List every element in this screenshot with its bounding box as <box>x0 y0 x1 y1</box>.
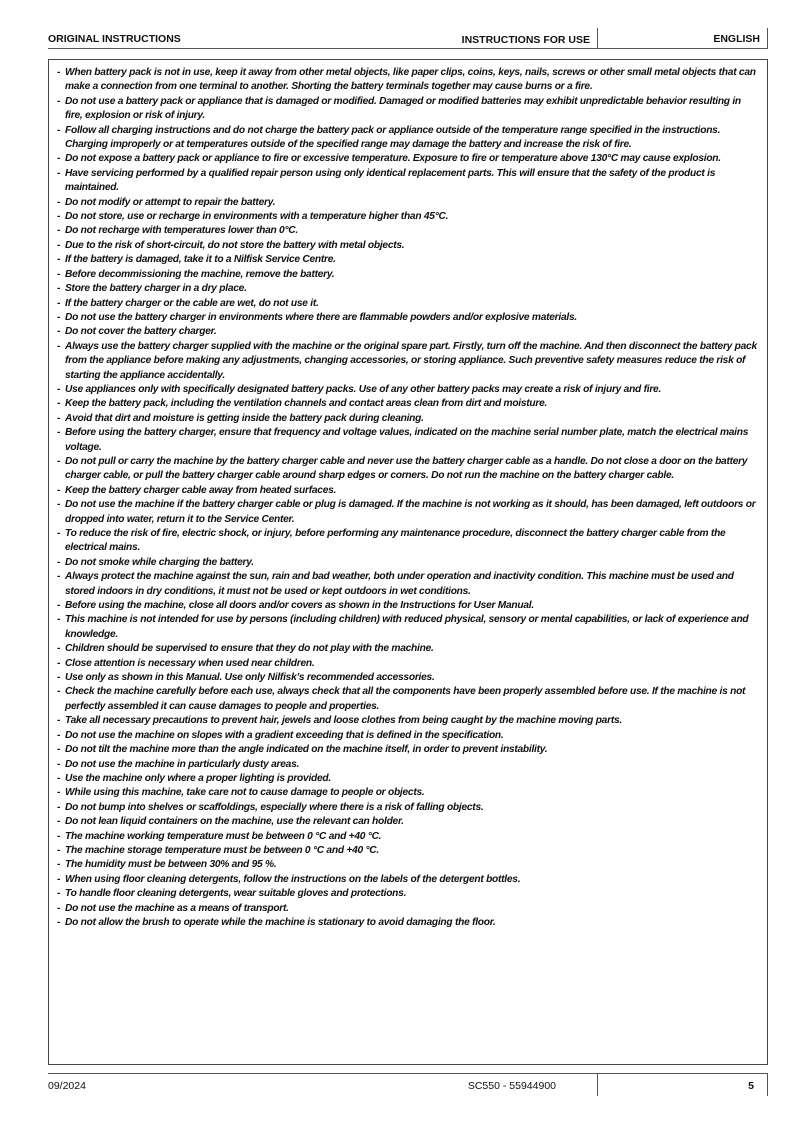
list-item: - Avoid that dirt and moisture is getting inside the battery pack during cleaning. <box>57 412 759 426</box>
list-item: - The machine storage temperature must be between 0 °C and +40 °C. <box>57 844 759 858</box>
list-item: - Before decommissioning the machine, remove the battery. <box>57 268 759 282</box>
list-item: - Due to the risk of short-circuit, do not store the battery with metal objects. <box>57 239 759 253</box>
header-divider <box>597 28 598 48</box>
list-item: - Use only as shown in this Manual. Use only Nilfisk’s recommended accessories. <box>57 671 759 685</box>
safety-instructions-box <box>48 59 768 1065</box>
list-item: - Do not smoke while charging the battery. <box>57 556 759 570</box>
safety-instructions-list <box>49 60 767 930</box>
footer-model: SC550 - 55944900 <box>467 1080 556 1092</box>
list-item: - If the battery is damaged, take it to a Nilfisk Service Centre. <box>57 253 759 267</box>
page-number: 5 <box>748 1080 754 1092</box>
list-item: - Always use the battery charger supplied with the machine or the original spare part. Firstly, turn off the machine. And then disconnect the battery pack from the appliance before making any adjustments, changing accessories, or storing appliance. Such preventive safety measures reduce the risk of starting the appliance accidentally. <box>57 340 759 383</box>
page-header <box>48 28 768 49</box>
list-item: - Use the machine only where a proper lighting is provided. <box>57 772 759 786</box>
list-item: - Children should be supervised to ensure that they do not play with the machine. <box>57 642 759 656</box>
list-item: - When using floor cleaning detergents, follow the instructions on the labels of the detergent bottles. <box>57 873 759 887</box>
list-item: - The humidity must be between 30% and 95 %. <box>57 858 759 872</box>
footer-date: 09/2024 <box>48 1080 86 1092</box>
header-instructions-for-use: INSTRUCTIONS FOR USE <box>461 34 590 46</box>
footer-divider <box>597 1074 598 1096</box>
list-item: - To handle floor cleaning detergents, wear suitable gloves and protections. <box>57 887 759 901</box>
list-item: - Keep the battery charger cable away from heated surfaces. <box>57 484 759 498</box>
list-item: - Do not use the machine as a means of transport. <box>57 902 759 916</box>
list-item: - Do not expose a battery pack or appliance to fire or excessive temperature. Exposure to fire or temperature above 130°C may cause explosion. <box>57 152 759 166</box>
footer-right-border <box>767 1074 768 1096</box>
list-item: - Always protect the machine against the sun, rain and bad weather, both under operation and inactivity condition. This machine must be used and stored indoors in dry conditions, it must not be used or kept outdoors in wet conditions. <box>57 570 759 599</box>
list-item: - Do not use the machine on slopes with a gradient exceeding that is defined in the specification. <box>57 729 759 743</box>
list-item: - Store the battery charger in a dry place. <box>57 282 759 296</box>
list-item: - Do not bump into shelves or scaffoldings, especially where there is a risk of falling objects. <box>57 801 759 815</box>
list-item: - If the battery charger or the cable are wet, do not use it. <box>57 297 759 311</box>
list-item: - Keep the battery pack, including the ventilation channels and contact areas clean from dirt and moisture. <box>57 397 759 411</box>
list-item: - While using this machine, take care not to cause damage to people or objects. <box>57 786 759 800</box>
list-item: - Take all necessary precautions to prevent hair, jewels and loose clothes from being caught by the machine moving parts. <box>57 714 759 728</box>
list-item: - This machine is not intended for use by persons (including children) with reduced physical, sensory or mental capabilities, or lack of experience and knowledge. <box>57 613 759 642</box>
list-item: - Do not store, use or recharge in environments with a temperature higher than 45°C. <box>57 210 759 224</box>
list-item: - When battery pack is not in use, keep it away from other metal objects, like paper clips, coins, keys, nails, screws or other small metal objects that can make a connection from one terminal to another. Shorting the battery terminals together may cause burns or a fire. <box>57 66 759 95</box>
list-item: - Follow all charging instructions and do not charge the battery pack or appliance outside of the temperature range specified in the instructions. Charging improperly or at temperatures outside of the specified range may damage the battery and increase the risk of fire. <box>57 124 759 153</box>
header-right-border <box>767 28 768 48</box>
page-footer <box>48 1073 768 1096</box>
list-item: - Have servicing performed by a qualified repair person using only identical replacement parts. This will ensure that the safety of the product is maintained. <box>57 167 759 196</box>
list-item: - Do not use the machine if the battery charger cable or plug is damaged. If the machine is not working as it should, has been damaged, left outdoors or dropped into water, return it to the Service Center. <box>57 498 759 527</box>
list-item: - Do not cover the battery charger. <box>57 325 759 339</box>
list-item: - Do not lean liquid containers on the machine, use the relevant can holder. <box>57 815 759 829</box>
list-item: - Do not recharge with temperatures lower than 0°C. <box>57 224 759 238</box>
list-item: - The machine working temperature must be between 0 °C and +40 °C. <box>57 830 759 844</box>
header-original-instructions: ORIGINAL INSTRUCTIONS <box>48 33 181 45</box>
list-item: - Use appliances only with specifically designated battery packs. Use of any other battery packs may create a risk of injury and fire. <box>57 383 759 397</box>
list-item: - Do not use the machine in particularly dusty areas. <box>57 758 759 772</box>
header-language: ENGLISH <box>713 33 760 45</box>
list-item: - Do not modify or attempt to repair the battery. <box>57 196 759 210</box>
list-item: - Before using the machine, close all doors and/or covers as shown in the Instructions for User Manual. <box>57 599 759 613</box>
list-item: - Do not use the battery charger in environments where there are flammable powders and/or explosive materials. <box>57 311 759 325</box>
list-item: - Do not tilt the machine more than the angle indicated on the machine itself, in order to prevent instability. <box>57 743 759 757</box>
list-item: - Do not pull or carry the machine by the battery charger cable and never use the battery charger cable as a handle. Do not close a door on the battery charger cable, or pull the battery charger cable around sharp edges or corners. Do not run the machine on the battery charger cable. <box>57 455 759 484</box>
list-item: - Do not allow the brush to operate while the machine is stationary to avoid damaging the floor. <box>57 916 759 930</box>
list-item: - Before using the battery charger, ensure that frequency and voltage values, indicated on the machine serial number plate, match the electrical mains voltage. <box>57 426 759 455</box>
list-item: - Close attention is necessary when used near children. <box>57 657 759 671</box>
list-item: - Do not use a battery pack or appliance that is damaged or modified. Damaged or modified batteries may exhibit unpredictable behavior resulting in fire, explosion or risk of injury. <box>57 95 759 124</box>
list-item: - Check the machine carefully before each use, always check that all the components have been properly assembled before use. If the machine is not perfectly assembled it can cause damages to people and properties. <box>57 685 759 714</box>
list-item: - To reduce the risk of fire, electric shock, or injury, before performing any maintenance procedure, disconnect the battery charger cable from the electrical mains. <box>57 527 759 556</box>
